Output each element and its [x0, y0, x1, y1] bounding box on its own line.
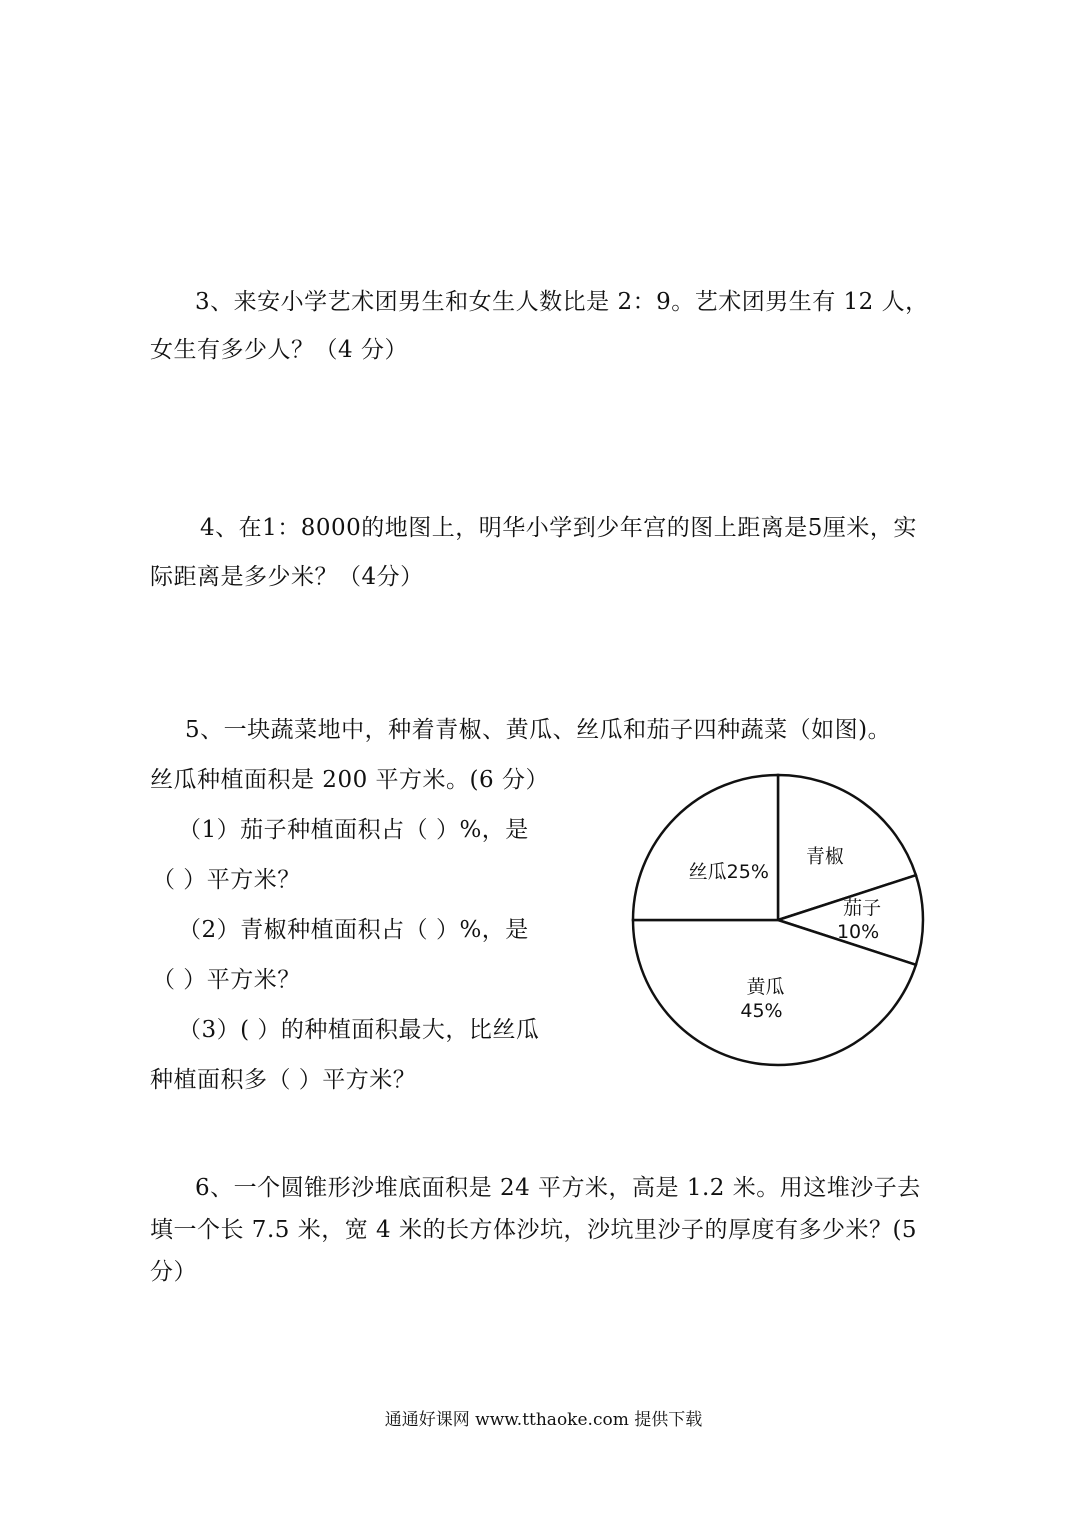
q6-line-2: 填一个长 7.5 米，宽 4 米的长方体沙坑，沙坑里沙子的厚度有多少米？(5 — [150, 1217, 918, 1243]
q5-sub-2b: （ ）平方米？ — [152, 967, 301, 993]
pie-label-茄子: 茄子 — [843, 897, 882, 919]
q6-line-1: 6、一个圆锥形沙堆底面积是 24 平方米，高是 1.2 米。用这堆沙子去 — [195, 1175, 921, 1201]
q5-sub-2a: （2）青椒种植面积占（ ）%，是 — [178, 917, 529, 943]
footer-source: 通通好课网 www.tthaoke.com 提供下载 — [384, 1410, 703, 1430]
pie-label-黄瓜: 黄瓜 — [746, 975, 785, 998]
q5-sub-3a: （3）( ）的种植面积最大，比丝瓜 — [178, 1017, 540, 1043]
q6-line-3: 分） — [150, 1259, 197, 1285]
pie-slice-丝瓜 — [633, 775, 778, 920]
q5-sub-1b: （ ）平方米？ — [152, 867, 301, 893]
q5-sub-1a: （1）茄子种植面积占（ ）%，是 — [178, 817, 529, 843]
q5-line-2: 丝瓜种植面积是 200 平方米。(6 分） — [150, 767, 549, 793]
q3-line-2: 女生有多少人？（4 分） — [150, 337, 408, 363]
q4-line-2: 际距离是多少米？（4分） — [150, 564, 424, 590]
q5-sub-3b: 种植面积多（ ）平方米？ — [150, 1067, 417, 1093]
q3-line-1: 3、来安小学艺术团男生和女生人数比是 2：9。艺术团男生有 12 人， — [195, 289, 929, 315]
q5-line-1: 5、一块蔬菜地中，种着青椒、黄瓜、丝瓜和茄子四种蔬菜（如图)。 — [185, 717, 892, 743]
vegetable-pie-chart — [620, 755, 930, 1075]
pie-label-青椒: 青椒 — [805, 845, 844, 868]
pie-label-丝瓜: 丝瓜25% — [688, 860, 769, 883]
pie-percent-茄子: 10% — [836, 921, 880, 943]
q4-line-1: 4、在1：8000的地图上，明华小学到少年宫的图上距离是5厘米，实 — [200, 515, 917, 541]
pie-percent-黄瓜: 45% — [740, 999, 783, 1022]
